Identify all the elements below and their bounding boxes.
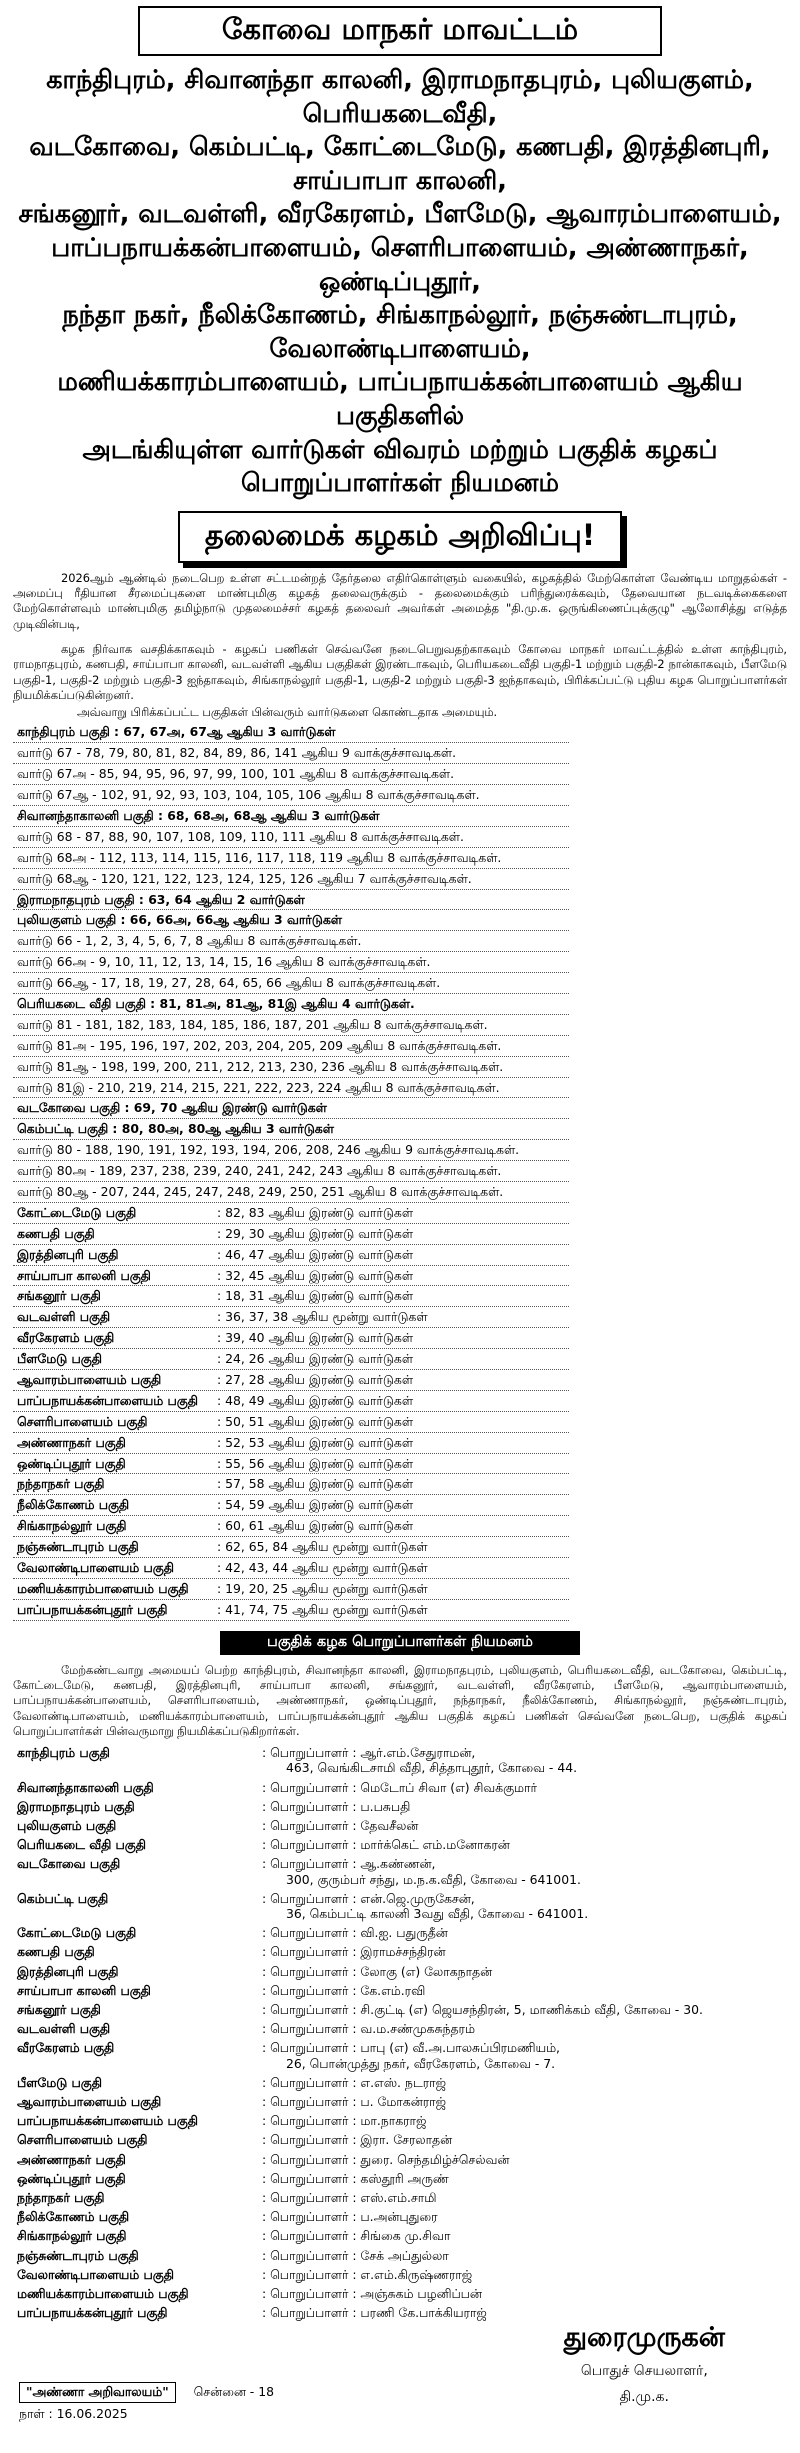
appointee-name: : பொறுப்பாளர் : சிங்கை மு.சிவா [262,2228,451,2244]
footer [9,2322,791,2424]
appointment-details [262,2305,783,2320]
ward-summary-row [13,1203,569,1224]
appointment-details [262,2267,783,2282]
ward-summary-row [13,1600,569,1621]
ward-booth-row: வார்டு 80அ - 189, 237, 238, 239, 240, 241, 242, 243 ஆகிய 8 வாக்குச்சாவடிகள். [13,1161,569,1182]
appointee-name: : பொறுப்பாளர் : எ.எஸ். நடராஜ் [262,2074,446,2090]
area-name: சாய்பாபா காலனி பகுதி [17,1267,151,1283]
appointment-row [13,1854,783,1888]
area-ward-heading: கெம்பட்டி பகுதி : 80, 80அ, 80ஆ ஆகிய 3 வார்டுகள் [13,1119,569,1140]
appointment-details [262,2021,783,2036]
area-wards: : 29, 30 ஆகிய இரண்டு வார்டுகள் [217,1225,414,1241]
appointment-details [262,1780,783,1795]
area-ward-heading: வடகோவை பகுதி : 69, 70 ஆகிய இரண்டு வார்டுகள் [13,1098,569,1119]
area-name: ஒண்டிப்புதூர் பகுதி [17,1455,126,1471]
appointee-name: : பொறுப்பாளர் : சேக் அப்துல்லா [262,2247,449,2263]
area-wards: : 39, 40 ஆகிய இரண்டு வார்டுகள் [217,1330,414,1346]
area-name: நந்தாநகர் பகுதி [17,1476,105,1492]
appointee-name: : பொறுப்பாளர் : என்.ஜெ.முருகேசன், [262,1890,475,1906]
appointment-area: பாப்பநாயக்கன்புதூர் பகுதி [17,2305,168,2321]
area-name: வேலாண்டிபாளையம் பகுதி [17,1560,174,1576]
headline-line: சங்கனூர், வடவள்ளி, வீரகேரளம், பீளமேடு, ஆவாரம்பாளையம், [18,199,782,230]
appointee-name: : பொறுப்பாளர் : கஸ்தூரி அருண் [262,2170,449,2186]
area-name: கோட்டைமேடு பகுதி [17,1204,137,1220]
area-name: ஆவாரம்பாளையம் பகுதி [17,1372,162,1387]
appointment-area: இராமநாதபுரம் பகுதி [17,1798,135,1814]
ward-booth-row: வார்டு 67 - 78, 79, 80, 81, 82, 84, 89, 86, 141 ஆகிய 9 வாக்குச்சாவடிகள். [13,743,569,764]
notice-title: தலைமைக் கழகம் அறிவிப்பு! [178,511,622,563]
ward-summary-row [13,1495,569,1516]
appointment-row [13,1743,783,1777]
ward-booth-row: வார்டு 67ஆ - 102, 91, 92, 93, 103, 104, 105, 106 ஆகிய 8 வாக்குச்சாவடிகள். [13,785,569,806]
headline-line: வடகோவை, கெம்பட்டி, கோட்டைமேடு, கணபதி, இரத்தினபுரி, சாய்பாபா காலனி, [29,132,771,196]
ward-booth-row: வார்டு 66 - 1, 2, 3, 4, 5, 6, 7, 8 ஆகிய 8 வாக்குச்சாவடிகள். [13,931,569,952]
area-name: சிங்காநல்லூர் பகுதி [17,1518,127,1534]
area-wards: : 24, 26 ஆகிய இரண்டு வார்டுகள் [217,1351,414,1367]
appointment-area: கோட்டைமேடு பகுதி [17,1925,137,1941]
area-wards: : 48, 49 ஆகிய இரண்டு வார்டுகள் [217,1392,414,1408]
appointment-area: சாய்பாபா காலனி பகுதி [17,1982,151,1998]
area-name: பாப்பநாயக்கன்பாளையம் பகுதி [17,1392,198,1408]
appointment-area: நீலிக்கோணம் பகுதி [17,2209,130,2225]
appointment-area: கணபதி பகுதி [17,1944,95,1960]
area-ward-heading: சிவானந்தாகாலனி பகுதி : 68, 68அ, 68ஆ ஆகிய 3 வார்டுகள் [13,806,569,827]
appointee-name: : பொறுப்பாளர் : ப.பசுபதி [262,1798,411,1814]
headline-line: பாப்பநாயக்கன்பாளையம், சௌரிபாளையம், அண்ணாநகர், ஒண்டிப்புதூர், [51,232,749,297]
appointment-area: வேலாண்டிபாளையம் பகுதி [17,2266,174,2282]
appointee-name: : பொறுப்பாளர் : மார்க்கெட் எம்.மனோகரன் [262,1837,510,1853]
area-wards: : 18, 31 ஆகிய இரண்டு வார்டுகள் [217,1288,414,1304]
appointee-name: : பொறுப்பாளர் : மெடோப் சிவா (எ) சிவக்குமார் [262,1779,537,1795]
appointment-area: சிவானந்தாகாலனி பகுதி [17,1779,154,1795]
appointment-details [262,1891,783,1921]
area-wards: : 62, 65, 84 ஆகிய மூன்று வார்டுகள் [217,1539,428,1555]
appointment-details [262,1964,783,1979]
appointment-details [262,1799,783,1814]
appointee-name: : பொறுப்பாளர் : ஆ.கண்ணன், [262,1856,436,1872]
ward-detail-list [13,722,569,1202]
area-name: கணபதி பகுதி [17,1225,95,1241]
appointment-row [13,1923,783,1942]
ward-booth-row: வார்டு 68அ - 112, 113, 114, 115, 116, 117, 118, 119 ஆகிய 8 வாக்குச்சாவடிகள். [13,848,569,869]
issue-date: நாள் : 16.06.2025 [19,2406,128,2422]
ward-summary-row [13,1558,569,1579]
appointment-row [13,1816,783,1835]
appointment-area: புலியகுளம் பகுதி [17,1817,117,1833]
ward-summary-row [13,1307,569,1328]
headline-line: அடங்கியுள்ள வார்டுகள் விவரம் மற்றும் பகுதிக் கழகப் பொறுப்பாளர்கள் நியமனம் [82,434,718,499]
ward-summary-list [13,1203,569,1621]
area-wards: : 52, 53 ஆகிய இரண்டு வார்டுகள் [217,1434,414,1450]
appointee-name: : பொறுப்பாளர் : எ.எம்.கிருஷ்ணராஜ் [262,2266,473,2282]
area-wards: : 46, 47 ஆகிய இரண்டு வார்டுகள் [217,1246,414,1262]
appointment-row [13,2000,783,2019]
headline-line: காந்திபுரம், சிவானந்தா காலனி, இராமநாதபுரம், புலியகுளம், பெரியகடைவீதி, [46,65,754,129]
appointment-details [262,2040,783,2070]
appointee-name: : பொறுப்பாளர் : ஆர்.எம்.சேதுராமன், [262,1745,476,1761]
signatory-name: துரைமுருகன் [563,2322,725,2354]
area-name: வீரகேரளம் பகுதி [17,1330,115,1346]
ward-booth-row: வார்டு 81இ - 210, 219, 214, 215, 221, 222, 223, 224 ஆகிய 8 வாக்குச்சாவடிகள். [13,1078,569,1099]
ward-summary-row [13,1474,569,1495]
appointment-area: மணியக்காரம்பாளையம் பகுதி [17,2286,189,2302]
appointee-name: : பொறுப்பாளர் : லோகு (எ) லோகநாதன் [262,1963,493,1979]
appointment-details [262,2132,783,2147]
appointment-details [262,2075,783,2090]
appointee-name: : பொறுப்பாளர் : கே.எம்.ரவி [262,1982,426,1998]
ward-summary-row [13,1579,569,1600]
appointment-details [262,2286,783,2301]
area-name: மணியக்காரம்பாளையம் பகுதி [17,1580,189,1596]
appointment-area: நந்தாநகர் பகுதி [17,2190,105,2206]
appointee-name: : பொறுப்பாளர் : எஸ்.எம்.சாமி [262,2190,437,2206]
area-wards: : 42, 43, 44 ஆகிய மூன்று வார்டுகள் [217,1560,428,1576]
ward-booth-row: வார்டு 68 - 87, 88, 90, 107, 108, 109, 110, 111 ஆகிய 8 வாக்குச்சாவடிகள். [13,827,569,848]
appointment-area: வீரகேரளம் பகுதி [17,2040,115,2056]
appointment-row [13,1889,783,1923]
appointment-row [13,2226,783,2245]
appointment-details [262,1983,783,1998]
appointment-area: சௌரிபாளையம் பகுதி [17,2132,148,2148]
intro-paragraph: அவ்வாறு பிரிக்கப்பட்ட பகுதிகள் பின்வரும் வார்டுகளை கொண்டதாக அமையும். [77,705,498,720]
ward-summary-row [13,1245,569,1266]
appointment-details [262,2190,783,2205]
ward-booth-row: வார்டு 66ஆ - 17, 18, 19, 27, 28, 64, 65, 66 ஆகிய 8 வாக்குச்சாவடிகள். [13,973,569,994]
appointee-name: : பொறுப்பாளர் : மா.நாகராஜ் [262,2113,427,2129]
party-name: தி.மு.க. [619,2389,669,2406]
ward-summary-row [13,1266,569,1287]
ward-booth-row: வார்டு 67அ - 85, 94, 95, 96, 97, 99, 100, 101 ஆகிய 8 வாக்குச்சாவடிகள். [13,764,569,785]
headline-line: மணியக்காரம்பாளையம், பாப்பநாயக்கன்பாளையம் ஆகிய பகுதிகளில் [57,367,743,431]
appointment-area: நஞ்சுண்டாபுரம் பகுதி [17,2247,139,2263]
headline-line: நந்தா நகர், நீலிக்கோணம், சிங்காநல்லூர், நஞ்சுண்டாபுரம், வேலாண்டிபாளையம், [62,300,738,364]
appointment-area: கெம்பட்டி பகுதி [17,1890,109,1906]
appointment-details [262,2171,783,2186]
appointment-row [13,2019,783,2038]
appointee-name: : பொறுப்பாளர் : வ.ம.சண்முகசுந்தரம் [262,2021,475,2037]
appointment-row [13,2169,783,2188]
appointee-address: 463, வெங்கிடசாமி வீதி, சித்தாபுதூர், கோவை - 44. [286,1760,578,1776]
ward-summary-row [13,1328,569,1349]
appointments-intro: மேற்கண்டவாறு அமையப் பெற்ற காந்திபுரம், சிவானந்தா காலனி, இராமநாதபுரம், புலியகுளம், பெரியகடைவீதி, வடகோவை, கெம்பட்டி, கோட்டைமேடு, கணபதி, இரத்தினபுரி, சாய்பாபா காலனி, சங்கனூர், வடவள்ளி, வீரகேரளம், பீளமேடு, ஆவாரம்பாளையம், பாப்பநாயக்கன்பாளையம், சௌரிபாளையம், அண்ணாநகர், ஒண்டிப்புதூர், நந்தாநகர், நீலிக்கோணம், சிங்காநல்லூர், நஞ்சுண்டாபுரம், வேலாண்டிபாளையம், மணியக்காரம்பாளையம், பாப்பநாயக்கன்புதூர் ஆகிய பகுதிக் கழகப் பணிகள் செவ்வனே நடைபெற, பகுதிக் கழகப் பொறுப்பாளர்கள் பின்வருமாறு நியமிக்கப்படுகிறார்கள். [13,1662,787,1738]
area-name: பீளமேடு பகுதி [17,1351,102,1367]
appointment-area: பாப்பநாயக்கன்பாளையம் பகுதி [17,2113,198,2129]
appointment-details [262,1745,783,1775]
office-name: "அண்ணா அறிவாலயம்" [19,2382,176,2403]
area-wards: : 27, 28 ஆகிய இரண்டு வார்டுகள் [217,1372,414,1387]
appointment-details [262,2113,783,2128]
ward-summary-row [13,1370,569,1391]
ward-summary-row [13,1349,569,1370]
appointment-row [13,2130,783,2149]
ward-summary-row [13,1454,569,1475]
ward-summary-row [13,1286,569,1307]
appointment-row [13,2246,783,2265]
intro-paragraph: 2026ஆம் ஆண்டில் நடைபெற உள்ள சட்டமன்றத் தேர்தலை எதிர்கொள்ளும் வகையில், கழகத்தில் மேற்கொள்ள வேண்டிய மாறுதல்கள் - அமைப்பு ரீதியான சீரமைப்புகளை மாண்புமிகு கழகத் தலைவருக்கும் - தலைமைக்கும் பரிந்துரைக்கவும், தேவையான நடவடிக்கைகளை மேற்கொள்ளவும் மாண்புமிகு தமிழ்நாடு முதலமைச்சர் கழகத் தலைவர் அவர்கள் அமைத்த "தி.மு.க. ஒருங்கிணைப்புக்குழு" ஆலோசித்து எடுத்த முடிவின்படி, [13,570,787,631]
appointment-area: வடகோவை பகுதி [17,1856,121,1872]
area-wards: : 60, 61 ஆகிய இரண்டு வார்டுகள் [217,1518,414,1534]
appointment-area: சிங்காநல்லூர் பகுதி [17,2228,127,2244]
appointment-details [262,1856,783,1886]
appointment-row [13,2073,783,2092]
appointment-details [262,1925,783,1940]
appointment-details [262,2152,783,2167]
appointment-details [262,2228,783,2243]
office-address [19,2382,274,2403]
appointment-details [262,2209,783,2224]
area-name: சௌரிபாளையம் பகுதி [17,1413,148,1429]
appointment-details [262,1837,783,1852]
appointment-row [13,2111,783,2130]
ward-summary-row [13,1537,569,1558]
ward-booth-row: வார்டு 66அ - 9, 10, 11, 12, 13, 14, 15, 16 ஆகிய 8 வாக்குச்சாவடிகள். [13,952,569,973]
appointment-row [13,2092,783,2111]
area-wards: : 32, 45 ஆகிய இரண்டு வார்டுகள் [217,1267,414,1283]
appointee-name: : பொறுப்பாளர் : பரணி கே.பாக்கியராஜ் [262,2305,487,2321]
appointments-banner: பகுதிக் கழக பொறுப்பாளர்கள் நியமனம் [220,1631,580,1655]
area-ward-heading: பெரியகடை வீதி பகுதி : 81, 81அ, 81ஆ, 81இ ஆகிய 4 வார்டுகள். [13,994,569,1015]
ward-booth-row: வார்டு 81அ - 195, 196, 197, 202, 203, 204, 205, 209 ஆகிய 8 வாக்குச்சாவடிகள். [13,1036,569,1057]
appointment-row [13,1942,783,1961]
appointment-row [13,2188,783,2207]
appointment-details [262,1818,783,1833]
appointment-row [13,2284,783,2303]
appointment-area: காந்திபுரம் பகுதி [17,1745,110,1761]
headline [9,64,791,501]
district-title: கோவை மாநகர் மாவட்டம் [138,6,662,56]
appointment-row [13,1835,783,1854]
ward-booth-row: வார்டு 68ஆ - 120, 121, 122, 123, 124, 125, 126 ஆகிய 7 வாக்குச்சாவடிகள். [13,869,569,890]
area-wards: : 50, 51 ஆகிய இரண்டு வார்டுகள் [217,1413,414,1429]
appointment-details [262,2094,783,2109]
ward-summary-row [13,1516,569,1537]
area-name: சங்கனூர் பகுதி [17,1288,101,1304]
appointment-row [13,1797,783,1816]
appointment-row [13,2303,783,2322]
announcement-page [9,0,791,2424]
area-ward-heading: காந்திபுரம் பகுதி : 67, 67அ, 67ஆ ஆகிய 3 வார்டுகள் [13,722,569,743]
appointment-row [13,2150,783,2169]
appointee-name: : பொறுப்பாளர் : இராமச்சந்திரன் [262,1944,446,1960]
appointment-area: அண்ணாநகர் பகுதி [17,2151,126,2167]
appointee-name: : பொறுப்பாளர் : இரா. சேரலாதன் [262,2132,453,2148]
area-name: வடவள்ளி பகுதி [17,1309,111,1325]
appointee-name: : பொறுப்பாளர் : சி.குட்டி (எ) ஜெயசந்திரன், 5, மாணிக்கம் வீதி, கோவை - 30. [262,2002,703,2018]
signature-block [564,2322,725,2407]
appointee-name: : பொறுப்பாளர் : ப.அன்புதுரை [262,2209,438,2225]
appointment-row [13,2207,783,2226]
appointee-address: 36, கெம்பட்டி காலனி 3வது வீதி, கோவை - 641001. [286,1906,589,1921]
ward-summary-row [13,1391,569,1412]
intro-paragraph: கழக நிர்வாக வசதிக்காகவும் - கழகப் பணிகள் செவ்வனே நடைபெறுவதற்காகவும் கோவை மாநகர் மாவட்டத்தில் உள்ள காந்திபுரம், ராமநாதபுரம், கணபதி, சாய்பாபா காலனி, வடவள்ளி ஆகிய பகுதிகள் இரண்டாகவும், பெரியகடைவீதி பகுதி-1 மற்றும் பகுதி-2 நான்காகவும், பீளமேடு பகுதி-1, பகுதி-2 மற்றும் பகுதி-3 ஐந்தாகவும், சிங்காநல்லூர் பகுதி-1, பகுதி-2 மற்றும் பகுதி-3 ஐந்தாகவும், பிரிக்கப்பட்டு புதிய கழக பொறுப்பாளர்கள் நியமிக்கப்படுகின்றனர். [13,641,787,702]
ward-booth-row: வார்டு 81ஆ - 198, 199, 200, 211, 212, 213, 230, 236 ஆகிய 8 வாக்குச்சாவடிகள். [13,1057,569,1078]
appointment-area: பெரியகடை வீதி பகுதி [17,1837,146,1853]
appointee-name: : பொறுப்பாளர் : பாபு (எ) வீ.அ.பாலசுப்பிரமணியம், [262,2040,560,2056]
appointment-area: வடவள்ளி பகுதி [17,2021,111,2037]
appointment-area: பீளமேடு பகுதி [17,2074,102,2090]
appointment-details [262,2002,783,2017]
appointment-details [262,2248,783,2263]
signatory-designation: பொதுச் செயலாளர், [580,2363,708,2380]
ward-summary-row [13,1224,569,1245]
area-ward-heading: புலியகுளம் பகுதி : 66, 66அ, 66ஆ ஆகிய 3 வார்டுகள் [13,910,569,931]
area-wards: : 19, 20, 25 ஆகிய மூன்று வார்டுகள் [217,1580,428,1596]
area-name: நீலிக்கோணம் பகுதி [17,1497,130,1513]
area-ward-heading: இராமநாதபுரம் பகுதி : 63, 64 ஆகிய 2 வார்டுகள் [13,890,569,911]
appointment-row [13,2265,783,2284]
area-wards: : 54, 59 ஆகிய இரண்டு வார்டுகள் [217,1497,414,1513]
office-city: சென்னை - 18 [193,2384,274,2400]
area-wards: : 36, 37, 38 ஆகிய மூன்று வார்டுகள் [217,1309,428,1325]
area-name: நஞ்சுண்டாபுரம் பகுதி [17,1539,139,1555]
appointee-name: : பொறுப்பாளர் : ப. மோகன்ராஜ் [262,2094,446,2110]
ward-booth-row: வார்டு 81 - 181, 182, 183, 184, 185, 186, 187, 201 ஆகிய 8 வாக்குச்சாவடிகள். [13,1015,569,1036]
appointee-address: 26, பொன்முத்து நகர், வீரகேரளம், கோவை - 7. [286,2055,556,2071]
area-wards: : 55, 56 ஆகிய இரண்டு வார்டுகள் [217,1455,414,1471]
appointee-address: 300, குரும்பர் சந்து, ம.ந.க.வீதி, கோவை - 641001. [286,1871,581,1887]
area-name: அண்ணாநகர் பகுதி [17,1434,126,1450]
ward-summary-row [13,1433,569,1454]
area-wards: : 82, 83 ஆகிய இரண்டு வார்டுகள் [217,1204,414,1220]
appointment-row [13,1962,783,1981]
appointment-area: ஒண்டிப்புதூர் பகுதி [17,2170,126,2186]
appointment-area: இரத்தினபுரி பகுதி [17,1963,119,1979]
area-wards: : 57, 58 ஆகிய இரண்டு வார்டுகள் [217,1476,414,1492]
appointee-name: : பொறுப்பாளர் : அஞ்சுகம் பழனிப்பன் [262,2286,482,2302]
appointment-details [262,1944,783,1959]
area-name: இரத்தினபுரி பகுதி [17,1246,119,1262]
ward-booth-row: வார்டு 80 - 188, 190, 191, 192, 193, 194, 206, 208, 246 ஆகிய 9 வாக்குச்சாவடிகள். [13,1140,569,1161]
area-name: பாப்பநாயக்கன்புதூர் பகுதி [17,1601,168,1617]
appointment-area: சங்கனூர் பகுதி [17,2002,101,2018]
ward-booth-row: வார்டு 80ஆ - 207, 244, 245, 247, 248, 249, 250, 251 ஆகிய 8 வாக்குச்சாவடிகள். [13,1182,569,1203]
appointment-area: ஆவாரம்பாளையம் பகுதி [17,2094,162,2110]
appointee-name: : பொறுப்பாளர் : வி.ஐ. பதுருதீன் [262,1925,448,1941]
appointment-row [13,1778,783,1797]
area-wards: : 41, 74, 75 ஆகிய மூன்று வார்டுகள் [217,1601,428,1617]
appointment-row [13,1981,783,2000]
appointments-list [13,1743,783,2322]
appointee-name: : பொறுப்பாளர் : தேவசீலன் [262,1817,419,1833]
appointee-name: : பொறுப்பாளர் : துரை. செந்தமிழ்ச்செல்வன் [262,2151,510,2167]
appointment-row [13,2038,783,2072]
ward-summary-row [13,1412,569,1433]
